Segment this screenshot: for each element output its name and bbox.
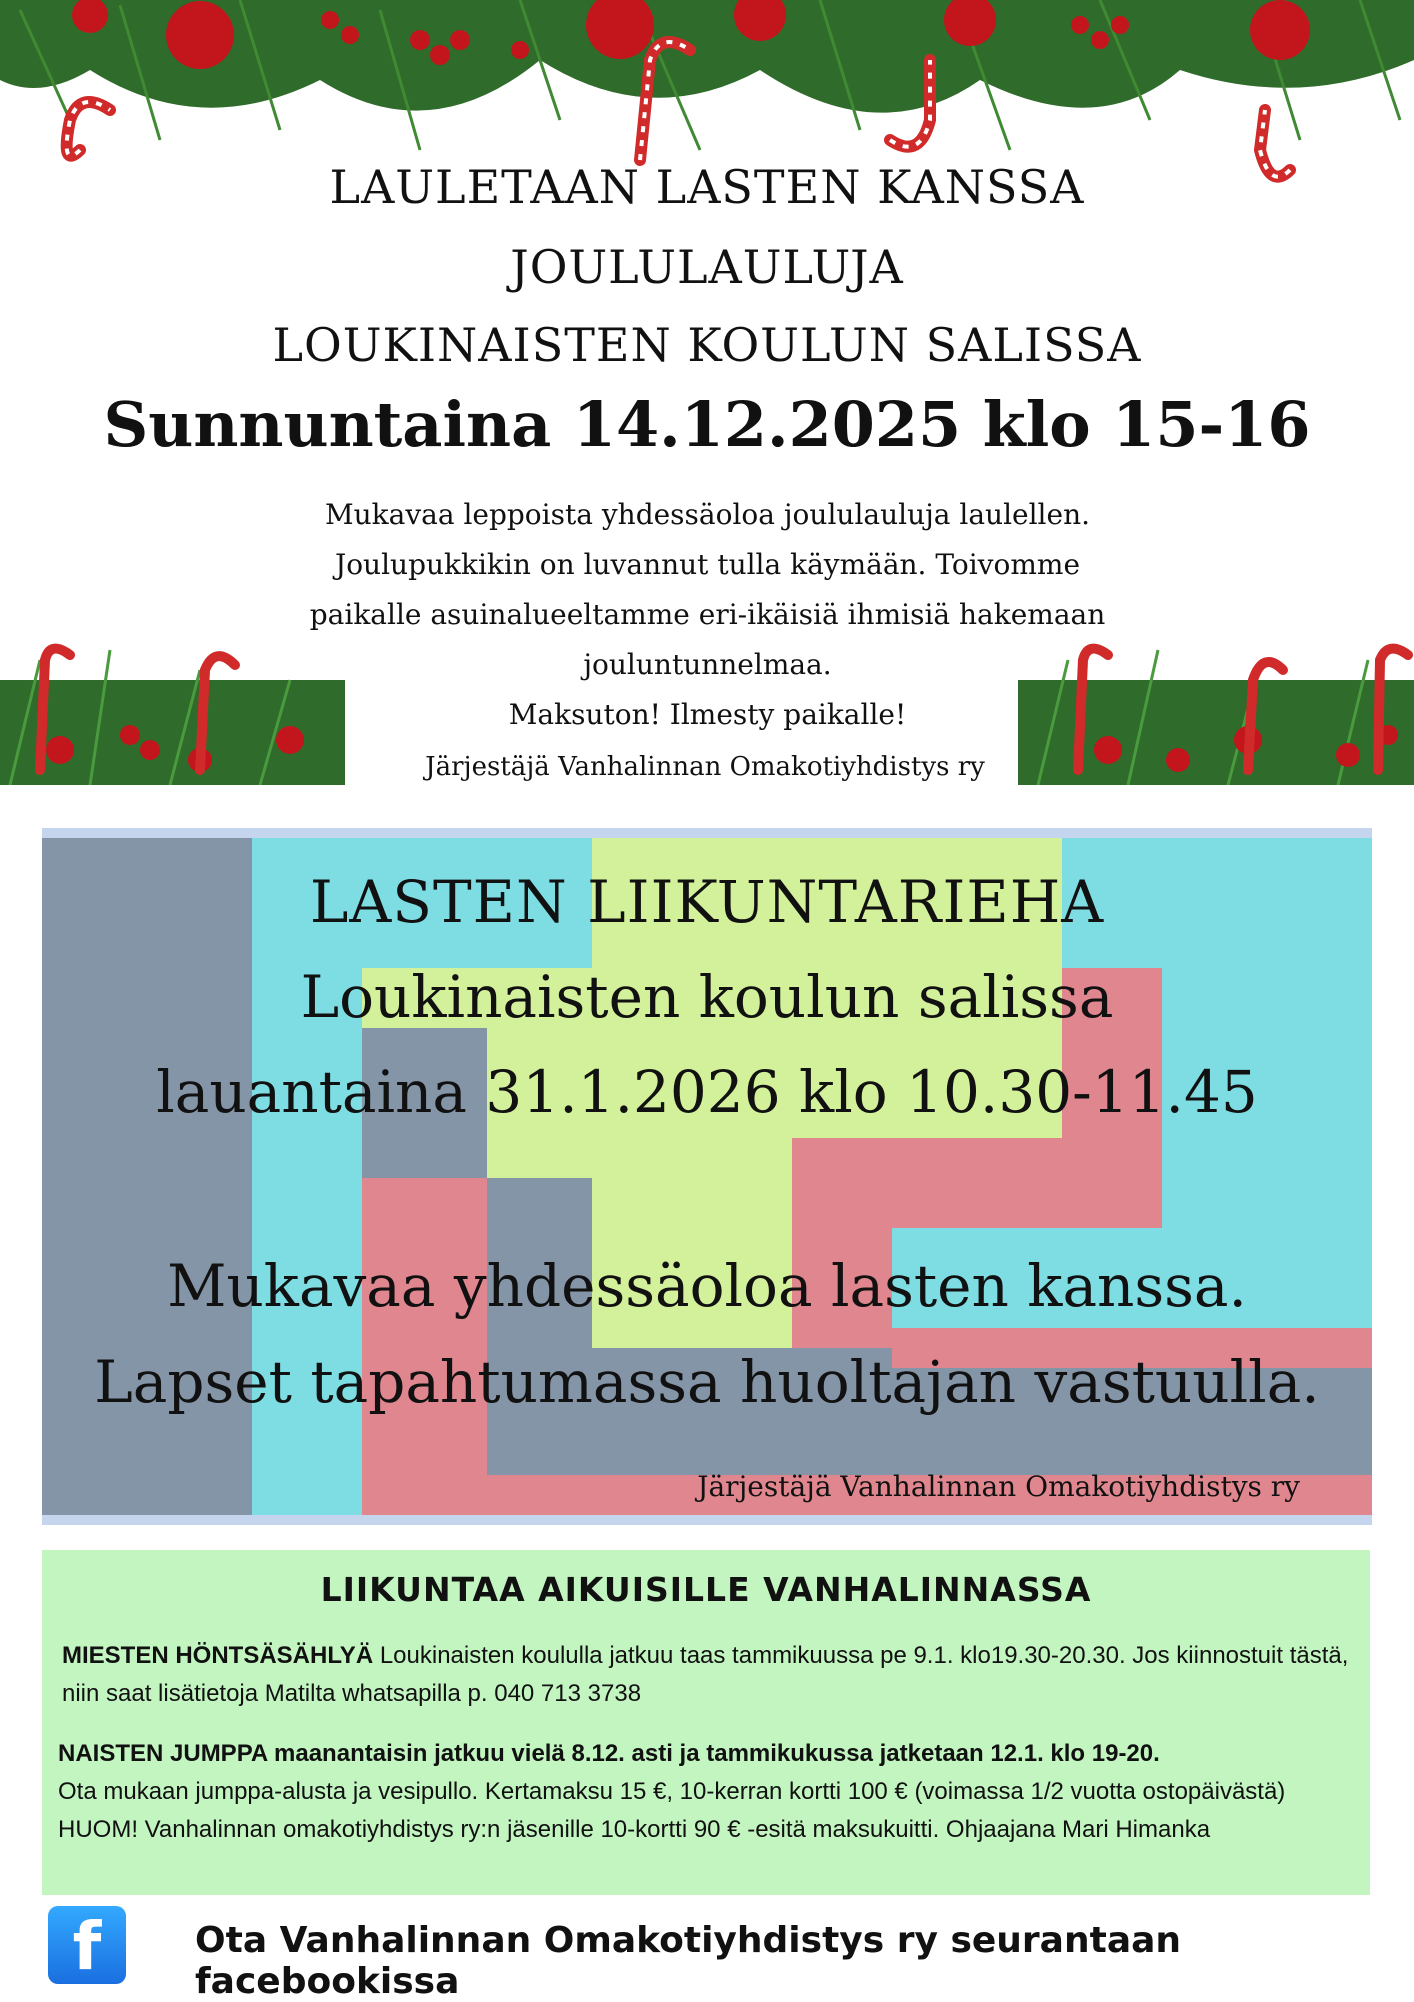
floorball-paragraph [62, 1637, 1362, 1713]
floorball-label: MIESTEN HÖNTSÄSÄHLYÄ [62, 1642, 374, 1669]
christmas-description [260, 490, 1155, 740]
facebook-icon[interactable] [48, 1906, 126, 1984]
adult-sports-title: LIIKUNTAA AIKUISILLE VANHALINNASSA [320, 1570, 1092, 1609]
christmas-organizer: Järjestäjä Vanhalinnan Omakotiyhdistys ry [425, 752, 985, 782]
kids-event-location: Loukinaisten koulun salissa [300, 963, 1114, 1031]
kids-event-organizer: Järjestäjä Vanhalinnan Omakotiyhdistys ry [697, 1470, 1300, 1503]
kids-event-date: lauantaina 31.1.2026 klo 10.30-11.45 [156, 1058, 1258, 1126]
christmas-title-line3: LOUKINAISTEN KOULUN SALISSA [272, 318, 1142, 372]
gym-paragraph [58, 1735, 1368, 1849]
description-line: Joulupukkikin on luvannut tulla käymään. Toivomme [334, 548, 1081, 581]
gym-label: NAISTEN JUMPPA maanantaisin jatkuu vielä 8.12. asti ja tammikukussa jatketaan 12.1. klo 19-20. [58, 1740, 1160, 1767]
description-line: paikalle asuinalueeltamme eri-ikäisiä ihmisiä hakemaan [309, 598, 1106, 631]
floorball-text: Loukinaisten koululla jatkuu taas tammikuussa pe 9.1. klo19.30-20.30. Jos kiinnostuit tästä, niin saat lisätietoja Matilta whatsapilla p. 040 713 3738 [62, 1642, 1349, 1707]
description-line: Maksuton! Ilmesty paikalle! [508, 698, 907, 731]
kids-event-title: LASTEN LIIKUNTARIEHA [309, 868, 1105, 936]
christmas-date: Sunnuntaina 14.12.2025 klo 15-16 [103, 388, 1311, 461]
christmas-title-line2: JOULULAULUJA [510, 240, 904, 294]
description-line: Mukavaa leppoista yhdessäoloa joululauluja laulellen. [324, 498, 1091, 531]
facebook-glyph: f [72, 1908, 102, 1985]
gym-text: Ota mukaan jumppa-alusta ja vesipullo. Kertamaksu 15 €, 10-kerran kortti 100 € (voimassa 1/2 vuotta ostopäivästä) HUOM! Vanhalinnan omakotiyhdistys ry:n jäsenille 10-kortti 90 € -esitä maksukuitti. Ohjaajana Mari Himanka [58, 1778, 1286, 1843]
kids-event-text-line2: Lapset tapahtumassa huoltajan vastuulla. [94, 1348, 1320, 1416]
kids-event-text-line1: Mukavaa yhdessäoloa lasten kanssa. [167, 1252, 1247, 1320]
description-line: jouluntunnelmaa. [583, 648, 832, 681]
christmas-title-line1: LAULETAAN LASTEN KANSSA [329, 160, 1085, 214]
facebook-follow-text: Ota Vanhalinnan Omakotiyhdistys ry seurantaan facebookissa [195, 1920, 1182, 2002]
